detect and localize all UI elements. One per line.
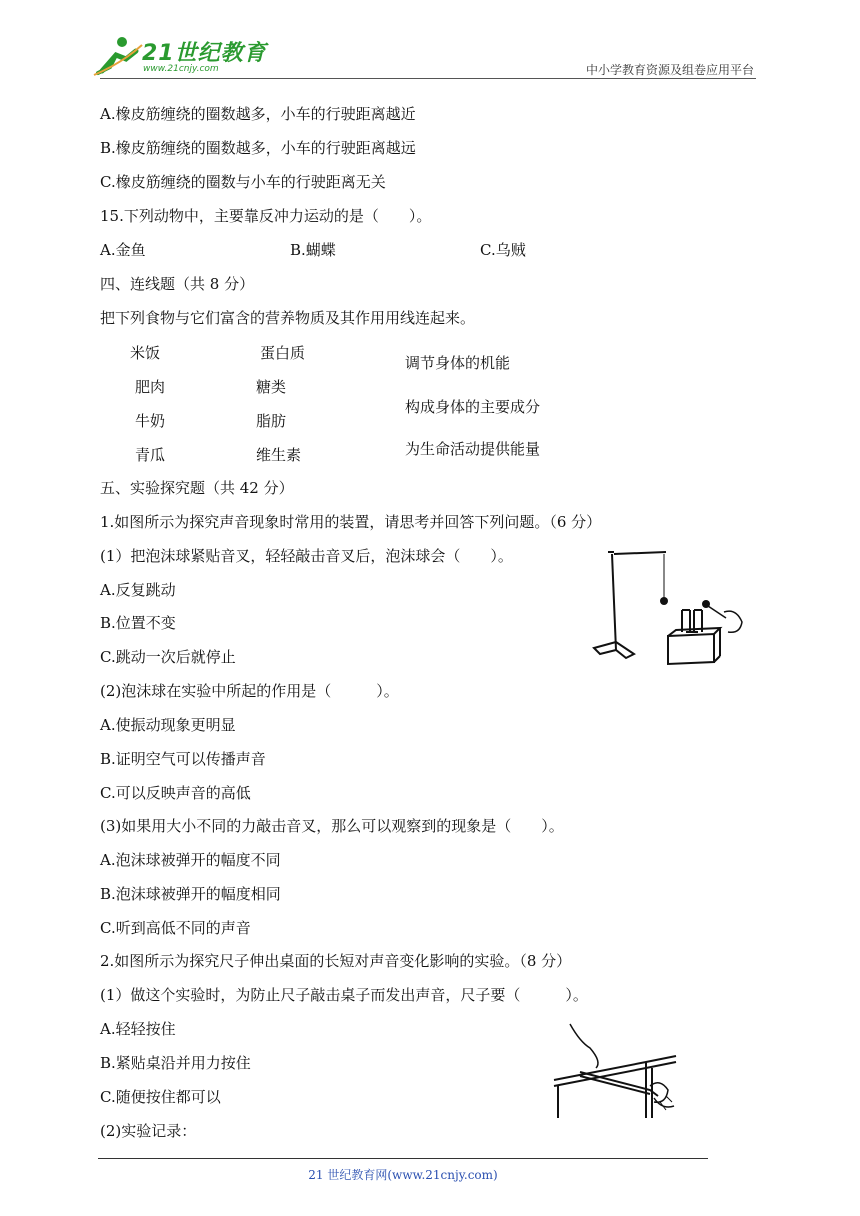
food-1: 米饭 (130, 344, 161, 362)
q15-option-c: C.乌贼 (480, 241, 526, 259)
q1-1-stem: (1）把泡沫球紧贴音叉，轻轻敲击音叉后，泡沫球会（ ）。 (100, 547, 513, 565)
footer-text[interactable]: 21 世纪教育网(www.21cnjy.com) (308, 1168, 498, 1182)
section4-title: 四、连线题（共 8 分） (100, 275, 255, 293)
q14-option-b: B.橡皮筋缠绕的圈数越多，小车的行驶距离越远 (100, 139, 416, 157)
q2-1-option-a: A.轻轻按住 (100, 1020, 176, 1038)
tuning-fork-figure (586, 538, 748, 668)
footer-rule (98, 1158, 708, 1159)
nutrient-3: 脂肪 (256, 412, 287, 430)
ruler-desk-figure (550, 1018, 690, 1124)
q14-option-a: A.橡皮筋缠绕的圈数越多，小车的行驶距离越近 (100, 105, 416, 123)
food-3: 牛奶 (135, 412, 166, 430)
logo-text: 21世纪教育 (142, 41, 267, 66)
nutrient-4: 维生素 (256, 446, 302, 464)
q2-1-option-b: B.紧贴桌沿并用力按住 (100, 1054, 251, 1072)
q2-2-stem: (2)实验记录： (100, 1122, 197, 1140)
q1-1-option-c: C.跳动一次后就停止 (100, 648, 236, 666)
q1-1-option-b: B.位置不变 (100, 614, 176, 632)
q15-option-b: B.蝴蝶 (290, 241, 336, 259)
header-rule (100, 78, 756, 79)
q1-1-option-a: A.反复跳动 (100, 581, 176, 599)
food-2: 肥肉 (135, 378, 166, 396)
q1-3-option-c: C.听到高低不同的声音 (100, 919, 251, 937)
q2-1-stem: (1）做这个实验时，为防止尺子敲击桌子而发出声音，尺子要（ ）。 (100, 986, 588, 1004)
q15-stem: 15.下列动物中，主要靠反冲力运动的是（ ）。 (100, 207, 432, 225)
logo-url: www.21cnjy.com (143, 64, 219, 74)
q1-stem: 1.如图所示为探究声音现象时常用的装置，请思考并回答下列问题。（6 分） (100, 513, 602, 531)
q1-3-stem: (3)如果用大小不同的力敲击音叉，那么可以观察到的现象是（ ）。 (100, 817, 564, 835)
q15-option-a: A.金鱼 (100, 241, 146, 259)
function-3: 为生命活动提供能量 (405, 440, 541, 458)
section5-title: 五、实验探究题（共 42 分） (100, 479, 294, 497)
q2-stem: 2.如图所示为探究尺子伸出桌面的长短对声音变化影响的实验。（8 分） (100, 952, 572, 970)
function-2: 构成身体的主要成分 (405, 398, 541, 416)
nutrient-2: 糖类 (256, 378, 287, 396)
q1-2-option-a: A.使振动现象更明显 (100, 716, 236, 734)
nutrient-1: 蛋白质 (260, 344, 306, 362)
q1-3-option-b: B.泡沫球被弹开的幅度相同 (100, 885, 281, 903)
q1-2-stem: (2)泡沫球在实验中所起的作用是（ ）。 (100, 682, 399, 700)
q2-1-option-c: C.随便按住都可以 (100, 1088, 221, 1106)
q1-2-option-c: C.可以反映声音的高低 (100, 784, 251, 802)
section4-instruction: 把下列食物与它们富含的营养物质及其作用用线连起来。 (100, 309, 476, 327)
q1-3-option-a: A.泡沫球被弹开的幅度不同 (100, 851, 281, 869)
q14-option-c: C.橡皮筋缠绕的圈数与小车的行驶距离无关 (100, 173, 386, 191)
q1-2-option-b: B.证明空气可以传播声音 (100, 750, 266, 768)
function-1: 调节身体的机能 (405, 354, 511, 372)
food-4: 青瓜 (135, 446, 166, 464)
platform-name: 中小学教育资源及组卷应用平台 (585, 63, 754, 77)
